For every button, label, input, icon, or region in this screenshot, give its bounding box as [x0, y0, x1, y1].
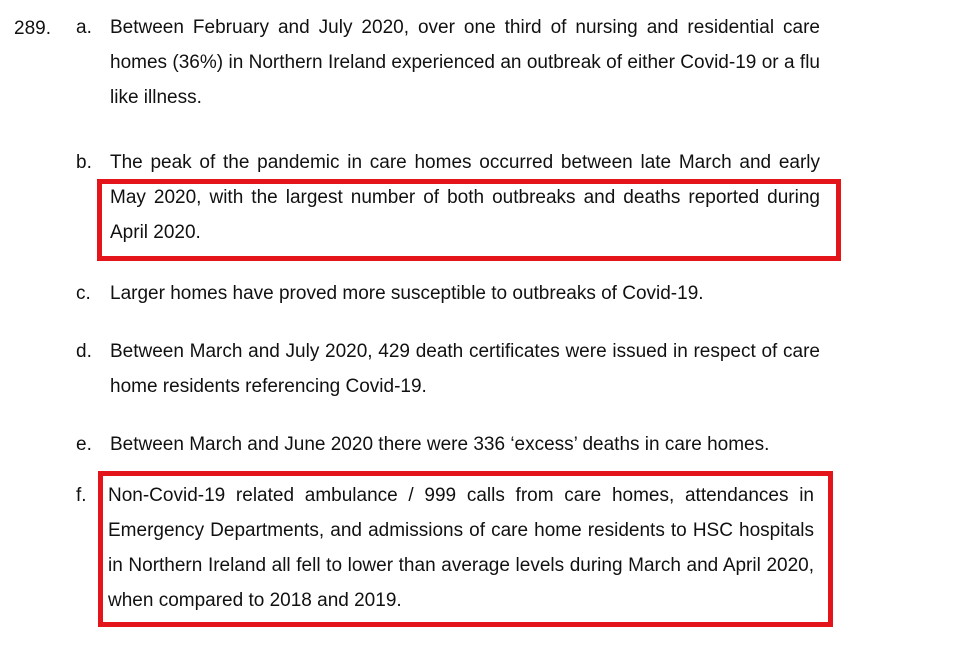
item-text: Between March and July 2020, 429 death certificates were issued in respect of care home residents referencing Covid-19.: [110, 341, 820, 397]
item-text: Between February and July 2020, over one third of nursing and residential care homes (36%) in Northern Ireland experienced an outbreak of either Covid-19 or a flu like illness.: [110, 17, 820, 108]
highlight-box-b: [97, 179, 841, 261]
item-letter: c.: [76, 283, 91, 304]
item-text: The peak of the pandemic in care homes occurred between late March and early May 2020, with the largest number of both outbreaks and deaths reported during April 2020.: [110, 152, 820, 243]
item-letter: a.: [76, 17, 92, 38]
item-letter: e.: [76, 434, 92, 455]
item-text: Between March and June 2020 there were 336 ‘excess’ deaths in care homes.: [110, 434, 770, 455]
paragraph-number: 289.: [14, 18, 51, 39]
item-letter: d.: [76, 341, 92, 362]
item-text: Non-Covid-19 related ambulance / 999 calls from care homes, attendances in Emergency Departments, and admissions of care home residents to HSC hospitals in Northern Ireland all fell to lower than average levels during March and April 2020, when compared to 2018 and 2019.: [108, 485, 814, 611]
highlight-box-f: [98, 471, 833, 627]
item-letter: b.: [76, 152, 92, 173]
item-letter: f.: [76, 485, 87, 506]
item-text: Larger homes have proved more susceptible to outbreaks of Covid-19.: [110, 283, 704, 304]
